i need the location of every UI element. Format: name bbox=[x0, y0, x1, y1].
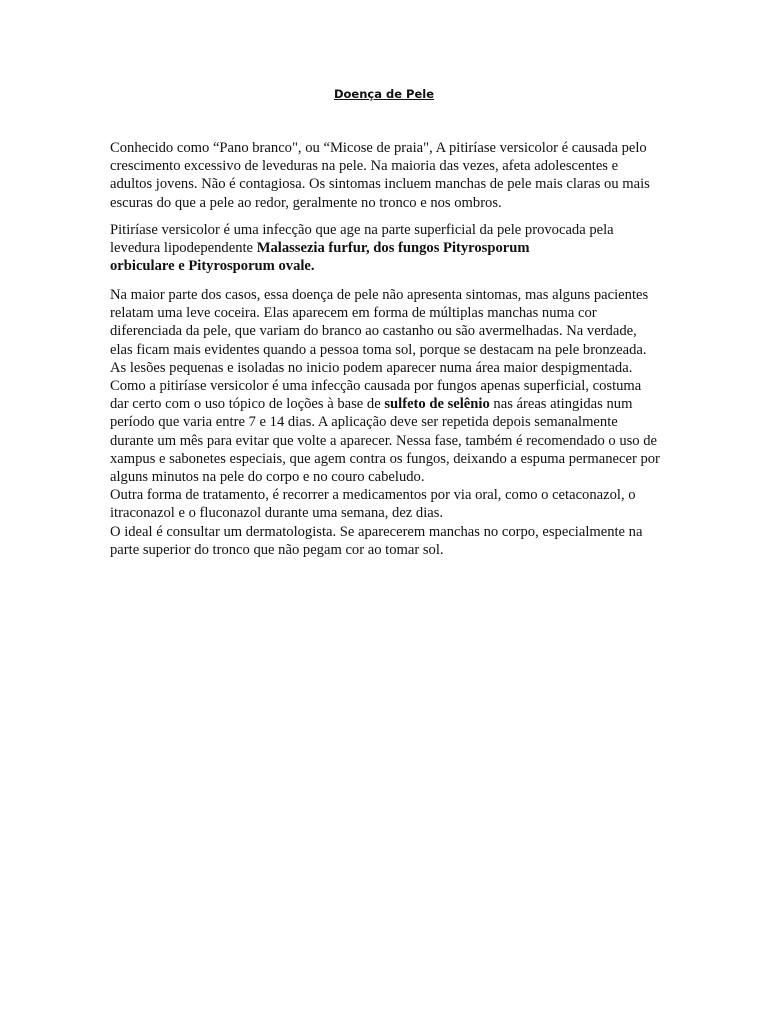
paragraph-topical-text-before: Como a pitiríase versicolor é uma infecção causada por fungos apenas superficial, costuma dar certo com o uso tópico de loções à base de bbox=[110, 378, 642, 413]
paragraph-symptoms: Na maior parte dos casos, essa doença de pele não apresenta sintomas, mas alguns pacientes relatam uma leve coceira. Elas aparecem em forma de múltiplas manchas numa cor diferenciada da pele, que variam do branco ao castanho ou são avermelhadas. Na verdade, elas ficam mais evidentes quando a pessoa toma sol, porque se destacam na pele bronzeada. As lesões pequenas e isoladas no inicio podem aparecer numa área maior despigmentada. bbox=[110, 287, 649, 376]
paragraph-definition-text: Pitiríase versicolor é uma infecção que age na parte superficial da pele provocada pela levedura lipodependente bbox=[110, 222, 614, 257]
paragraph-topical-treatment bbox=[110, 377, 660, 486]
paragraph-topical-text-after: nas áreas atingidas num período que varia entre 7 e 14 dias. A aplicação deve ser repetida depois semanalmente durante um mês para evitar que volte a aparecer. Nessa fase, também é recomendado o uso de xampus e sabonetes especiais, que agem contra os fungos, deixando a espuma permanecer por alguns minutos na pele do corpo e no couro cabeludo. bbox=[110, 396, 660, 486]
paragraph-oral-treatment: Outra forma de tratamento, é recorrer a medicamentos por via oral, como o cetaconazol, o itraconazol e o fluconazol durante uma semana, dez dias. bbox=[110, 487, 636, 522]
selenium-sulfide-bold: sulfeto de selênio bbox=[384, 396, 490, 413]
paragraph-intro: Conhecido como “Pano branco", ou “Micose de praia", A pitiríase versicolor é causada pelo crescimento excessivo de leveduras na pele. Na maioria das vezes, afeta adolescentes e adultos jovens. Não é contagiosa. Os sintomas incluem manchas de pele mais claras ou mais escuras do que a pele ao redor, geralmente no tronco e nos ombros. bbox=[110, 140, 650, 211]
paragraph-recommendation: O ideal é consultar um dermatologista. Se aparecerem manchas no corpo, especialmente na parte superior do tronco que não pegam cor ao tomar sol. bbox=[110, 523, 643, 558]
document-title: Doença de Pele bbox=[333, 87, 435, 101]
fungus-names-bold-2: orbiculare e Pityrosporum ovale. bbox=[110, 258, 315, 275]
paragraph-definition bbox=[110, 221, 660, 276]
paragraph-block-symptoms-treatment bbox=[110, 286, 660, 559]
fungus-names-bold: Malassezia furfur, dos fungos Pityrosporum bbox=[256, 240, 530, 257]
